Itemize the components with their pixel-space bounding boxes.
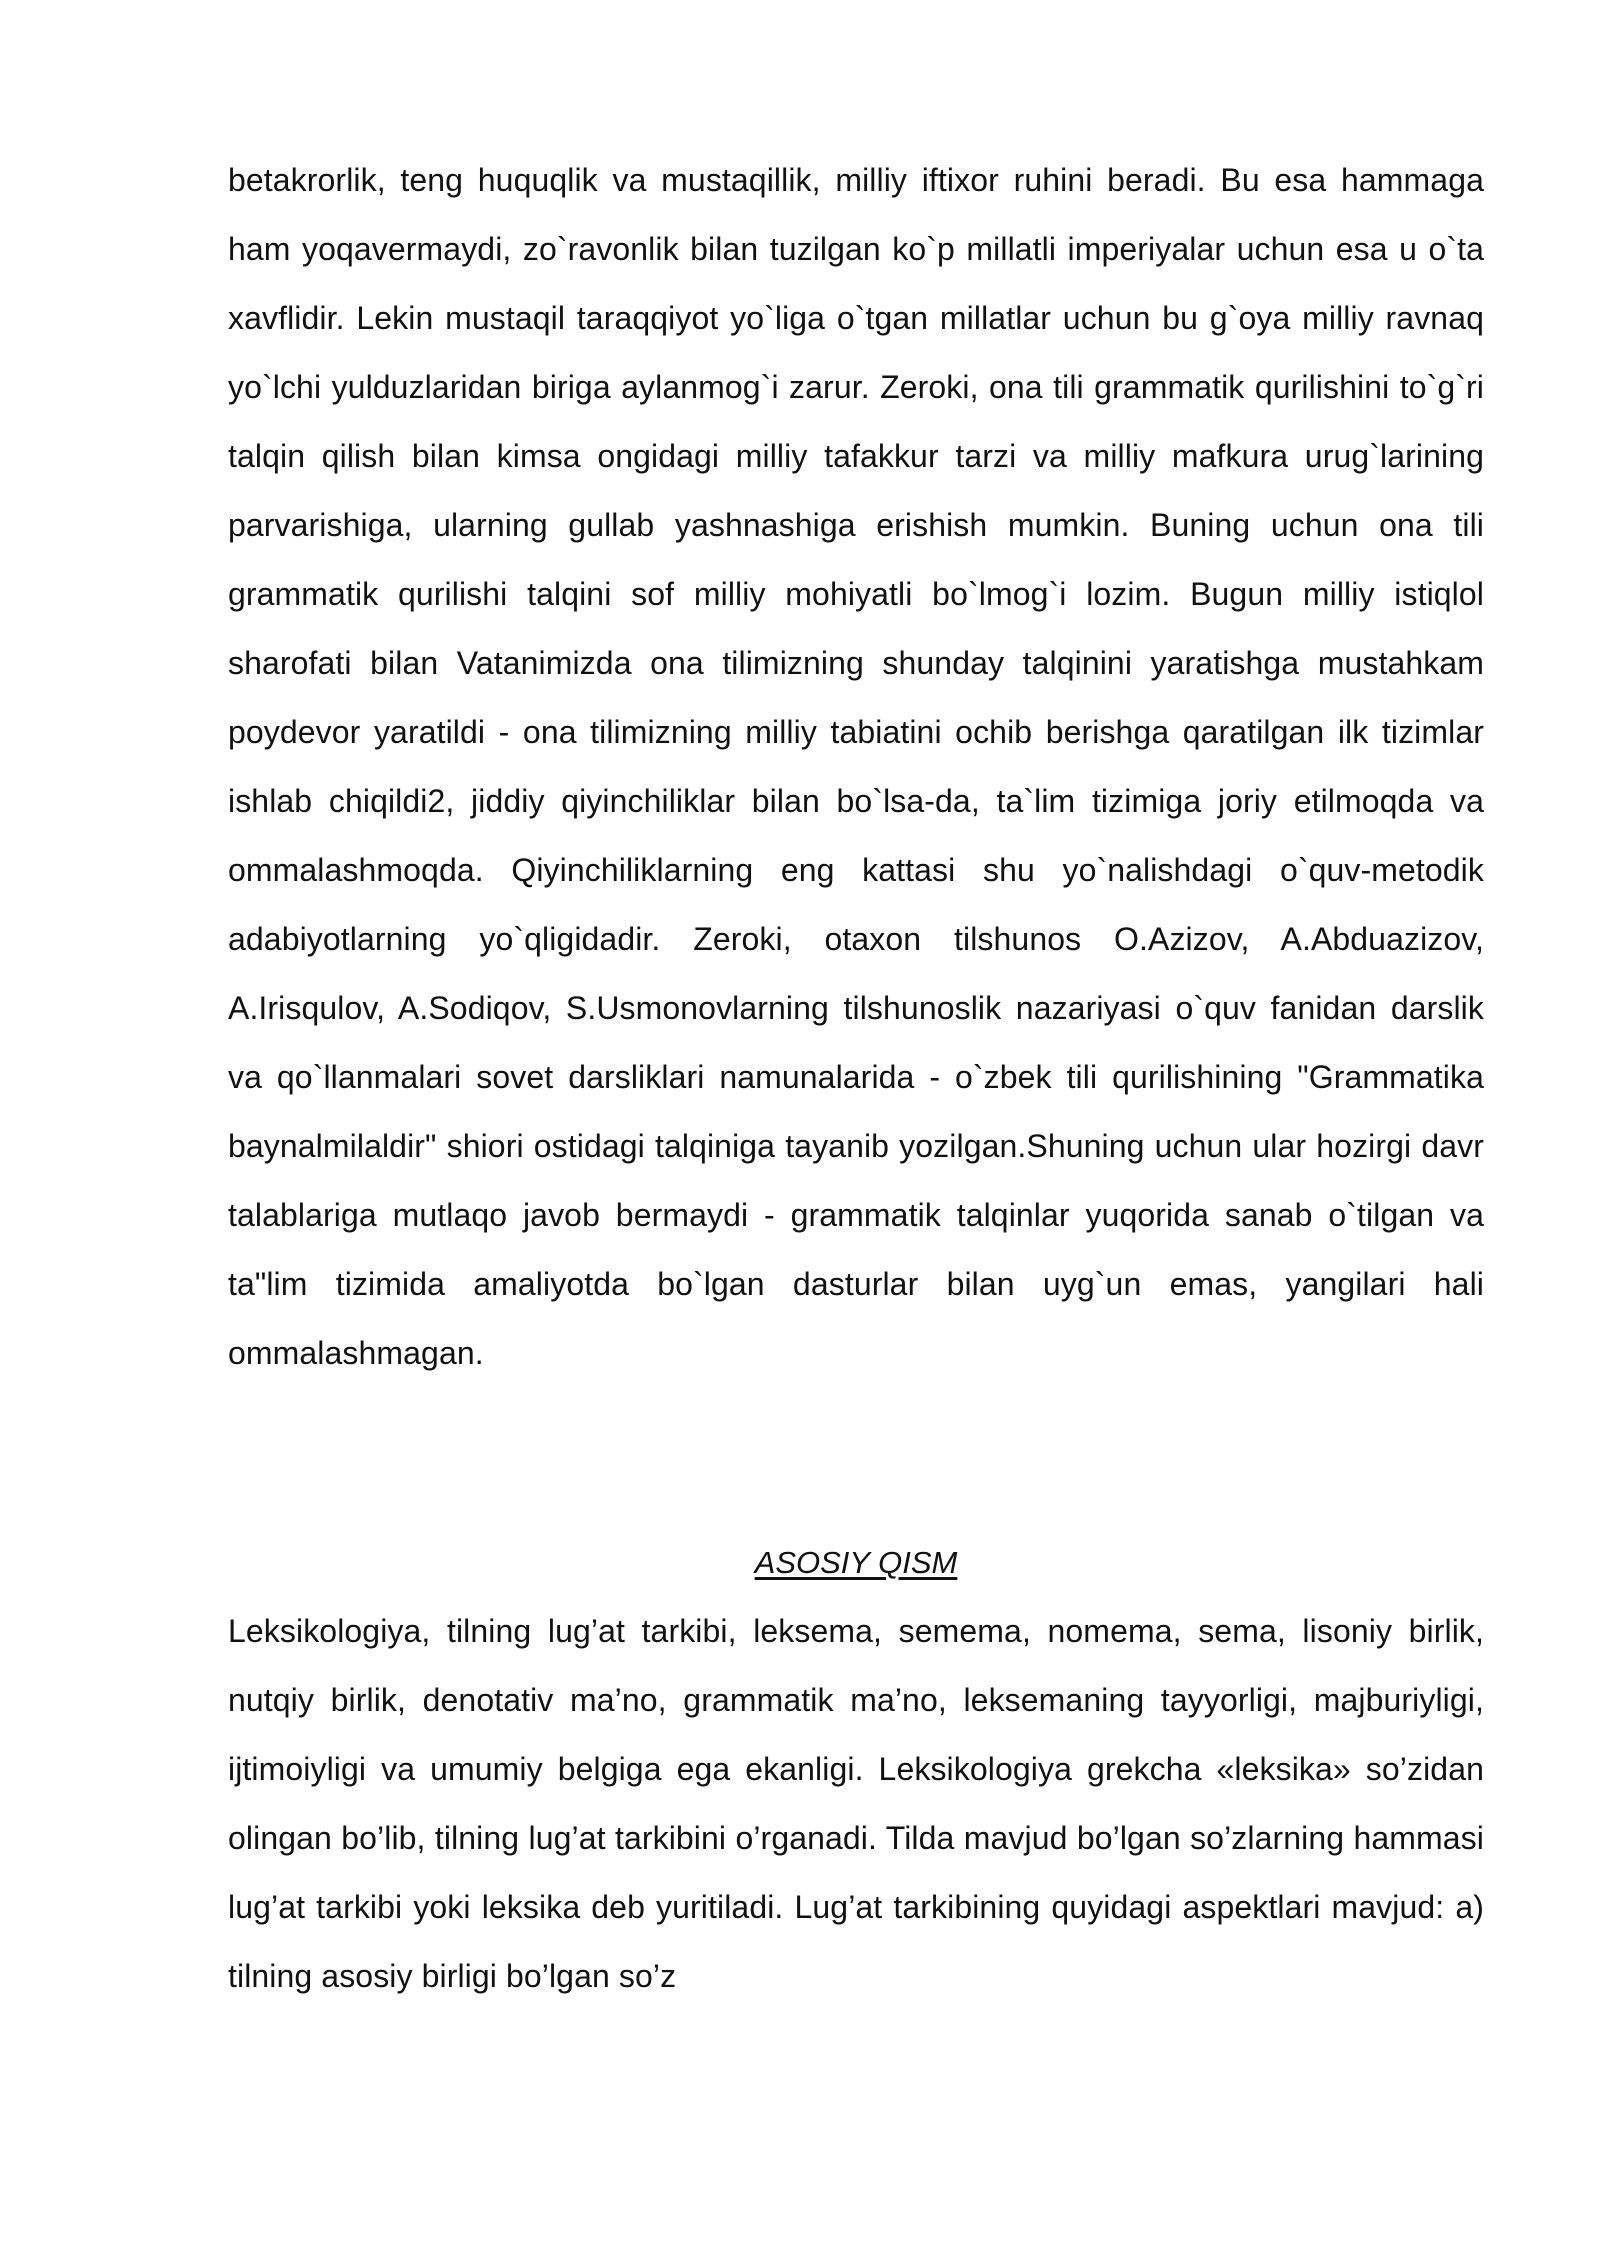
body-paragraph-main: Leksikologiya, tilning lug’at tarkibi, leksema, semema, nomema, sema, lisoniy birlik, nutqiy birlik, denotativ ma’no, grammatik ma’no, leksemaning tayyorligi, majburiyligi, ijtimoiyligi va umumiy belgiga ega ekanligi. Leksikologiya grekcha «leksika» so’zidan olingan bo’lib, tilning lug’at tarkibini o’rganadi. Tilda mavjud bo’lgan so’zlarning hammasi lug’at tarkibi yoki leksika deb yuritiladi. Lug’at tarkibining quyidagi aspektlari mavjud: a) tilning asosiy birligi bo’lgan so’z: [228, 1613, 1484, 1994]
section-heading: ASOSIY QISM: [754, 1545, 958, 1580]
body-paragraph-intro: betakrorlik, teng huquqlik va mustaqillik, milliy iftixor ruhini beradi. Bu esa hammaga ham yoqavermaydi, zo`ravonlik bilan tuzilgan ko`p millatli imperiyalar uchun esa u o`ta xavflidir. Lekin mustaqil taraqqiyot yo`liga o`tgan millatlar uchun bu g`oya milliy ravnaq yo`lchi yulduzlaridan biriga aylanmog`i zarur. Zeroki, ona tili grammatik qurilishini to`g`ri talqin qilish bilan kimsa ongidagi milliy tafakkur tarzi va milliy mafkura urug`larining parvarishiga, ularning gullab yashnashiga erishish mumkin. Buning uchun ona tili grammatik qurilishi talqini sof milliy mohiyatli bo`lmog`i lozim. Bugun milliy istiqlol sharofati bilan Vatanimizda ona tilimizning shunday talqinini yaratishga mustahkam poydevor yaratildi - ona tilimizning milliy tabiatini ochib berishga qaratilgan ilk tizimlar ishlab chiqildi2, jiddiy qiyinchiliklar bilan bo`lsa-da, ta`lim tizimiga joriy etilmoqda va ommalashmoqda. Qiyinchiliklarning eng kattasi shu yo`nalishdagi o`quv-metodik adabiyotlarning yo`qligidadir. Zeroki, otaxon tilshunos O.Azizov, A.Abduazizov, A.Irisqulov, A.Sodiqov, S.Usmonovlarning tilshunoslik nazariyasi o`quv fanidan darslik va qo`llanmalari sovet darsliklari namunalarida - o`zbek tili qurilishining "Grammatika baynalmilaldir" shiori ostidagi talqiniga tayanib yozilgan.Shuning uchun ular hozirgi davr talablariga mutlaqo javob bermaydi - grammatik talqinlar yuqorida sanab o`tilgan va ta"lim tizimida amaliyotda bo`lgan dasturlar bilan uyg`un emas, yangilari hali ommalashmagan.: [228, 162, 1484, 1371]
document-page: [228, 146, 1484, 2011]
